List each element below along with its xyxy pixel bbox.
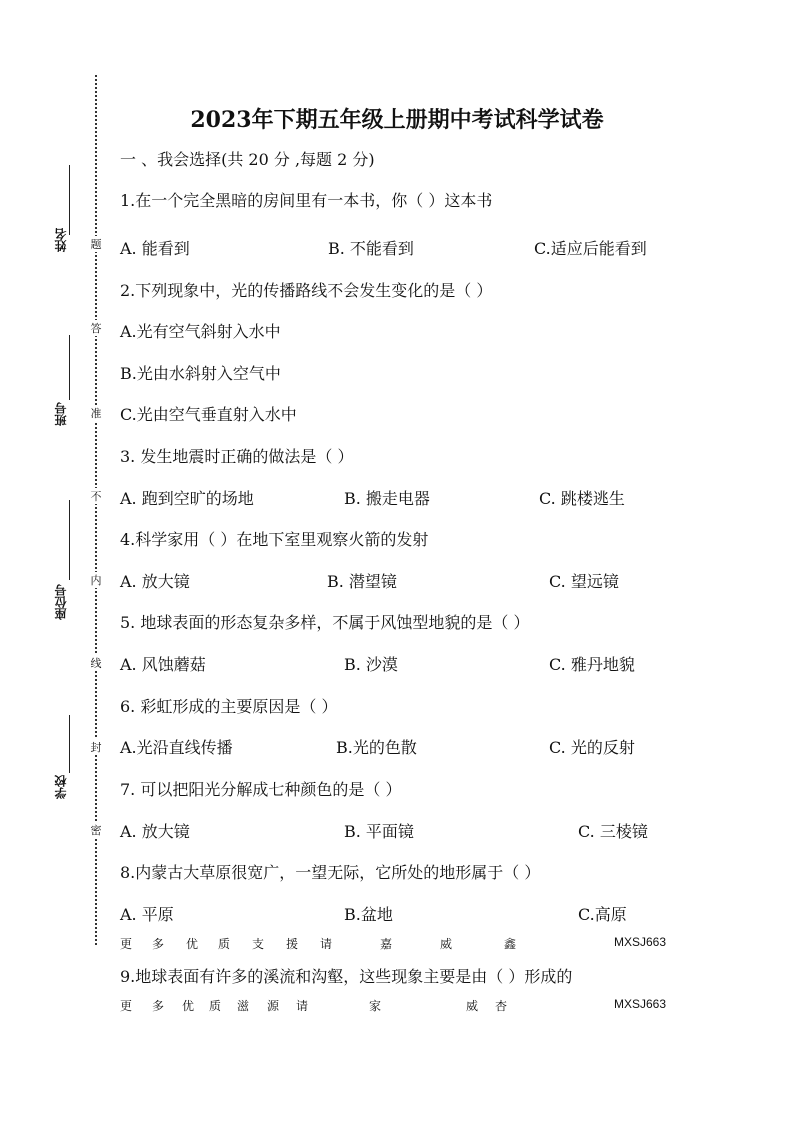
question-8-option-a[interactable]: A. 平原 <box>120 905 174 924</box>
seal-char: 密 <box>90 824 102 837</box>
seal-char: 线 <box>90 657 102 670</box>
footer-char: 威 <box>440 937 453 951</box>
question-6-option-c[interactable]: C. 光的反射 <box>549 738 635 757</box>
question-2-option-a[interactable]: A.光有空气斜射入水中 <box>120 322 281 341</box>
seal-char: 不 <box>90 490 102 503</box>
question-6-option-a[interactable]: A.光沿直线传播 <box>120 738 233 757</box>
question-3-option-b[interactable]: B. 搬走电器 <box>344 489 430 508</box>
seat-fill-line[interactable] <box>69 500 70 580</box>
seat-label: 座位号 <box>54 584 68 620</box>
question-3-option-a[interactable]: A. 跑到空旷的场地 <box>120 489 254 508</box>
question-5-option-b[interactable]: B. 沙漠 <box>344 655 398 674</box>
question-3-option-c[interactable]: C. 跳楼逃生 <box>539 489 625 508</box>
seal-char: 封 <box>90 741 102 754</box>
class-label: 班号 <box>54 402 68 426</box>
footer-char: 优 <box>186 937 199 951</box>
question-8-option-c[interactable]: C.高原 <box>578 905 627 924</box>
question-2-option-c[interactable]: C.光由空气垂直射入水中 <box>120 405 297 424</box>
question-1-stem: 1.在一个完全黑暗的房间里有一本书，你（ ）这本书 <box>120 191 493 210</box>
question-6-option-b[interactable]: B.光的色散 <box>336 738 417 757</box>
question-5-stem: 5. 地球表面的形态复杂多样，不属于风蚀型地貌的是（ ） <box>120 613 530 632</box>
question-1-option-a[interactable]: A. 能看到 <box>120 239 190 258</box>
footer-char: 更 <box>120 999 133 1013</box>
seal-char: 答 <box>90 322 102 335</box>
question-6-stem: 6. 彩虹形成的主要原因是（ ） <box>120 697 338 716</box>
footer-char: 质 <box>218 937 231 951</box>
question-9-stem: 9.地球表面有许多的溪流和沟壑，这些现象主要是由（ ）形成的 <box>120 967 573 986</box>
question-7-option-c[interactable]: C. 三棱镜 <box>578 822 648 841</box>
footer-char: 多 <box>152 937 165 951</box>
seal-char: 准 <box>90 407 102 420</box>
footer-char: 滋 <box>237 999 250 1013</box>
question-8-stem: 8.内蒙古大草原很宽广，一望无际，它所处的地形属于（ ） <box>120 863 541 882</box>
question-1-option-b[interactable]: B. 不能看到 <box>328 239 414 258</box>
question-5-option-a[interactable]: A. 风蚀蘑菇 <box>120 655 206 674</box>
footer-char: 请 <box>296 999 309 1013</box>
footer-char: 支 <box>252 937 265 951</box>
section-heading: 一 、我会选择(共 20 分 ,每题 2 分) <box>120 150 375 169</box>
name-fill-line[interactable] <box>69 165 70 235</box>
footer-char: 质 <box>209 999 222 1013</box>
question-7-option-a[interactable]: A. 放大镜 <box>120 822 190 841</box>
question-7-stem: 7. 可以把阳光分解成七种颜色的是（ ） <box>120 780 402 799</box>
footer-char: 嘉 <box>380 937 393 951</box>
exam-title: 2023年下期五年级上册期中考试科学试卷 <box>190 107 604 133</box>
question-4-option-b[interactable]: B. 潜望镜 <box>327 572 397 591</box>
question-4-stem: 4.科学家用（ ）在地下室里观察火箭的发射 <box>120 530 429 549</box>
footer-code: MXSJ663 <box>614 997 667 1011</box>
question-2-stem: 2.下列现象中，光的传播路线不会发生变化的是（ ） <box>120 281 493 300</box>
binding-dotted-line <box>95 75 97 945</box>
footer-char: 多 <box>152 999 165 1013</box>
question-3-stem: 3. 发生地震时正确的做法是（ ） <box>120 447 354 466</box>
footer-char: 源 <box>267 999 280 1013</box>
question-7-option-b[interactable]: B. 平面镜 <box>344 822 414 841</box>
footer-char: 杏 <box>495 999 508 1013</box>
question-4-option-c[interactable]: C. 望远镜 <box>549 572 619 591</box>
footer-char: 威 <box>466 999 479 1013</box>
question-2-option-b[interactable]: B.光由水斜射入空气中 <box>120 364 281 383</box>
footer-char: 更 <box>120 937 133 951</box>
footer-code: MXSJ663 <box>614 935 667 949</box>
question-1-option-c[interactable]: C.适应后能看到 <box>534 239 647 258</box>
footer-char: 请 <box>320 937 333 951</box>
question-5-option-c[interactable]: C. 雅丹地貌 <box>549 655 635 674</box>
class-fill-line[interactable] <box>69 335 70 400</box>
footer-char: 优 <box>182 999 195 1013</box>
seal-char: 内 <box>90 574 102 587</box>
question-8-option-b[interactable]: B.盆地 <box>344 905 393 924</box>
name-label: 姓名 <box>54 228 68 252</box>
school-fill-line[interactable] <box>69 715 70 773</box>
footer-char: 鑫 <box>504 937 517 951</box>
school-label: 学校 <box>54 775 68 799</box>
footer-char: 援 <box>286 937 299 951</box>
question-4-option-a[interactable]: A. 放大镜 <box>120 572 190 591</box>
seal-char: 题 <box>90 238 102 251</box>
footer-char: 家 <box>369 999 382 1013</box>
